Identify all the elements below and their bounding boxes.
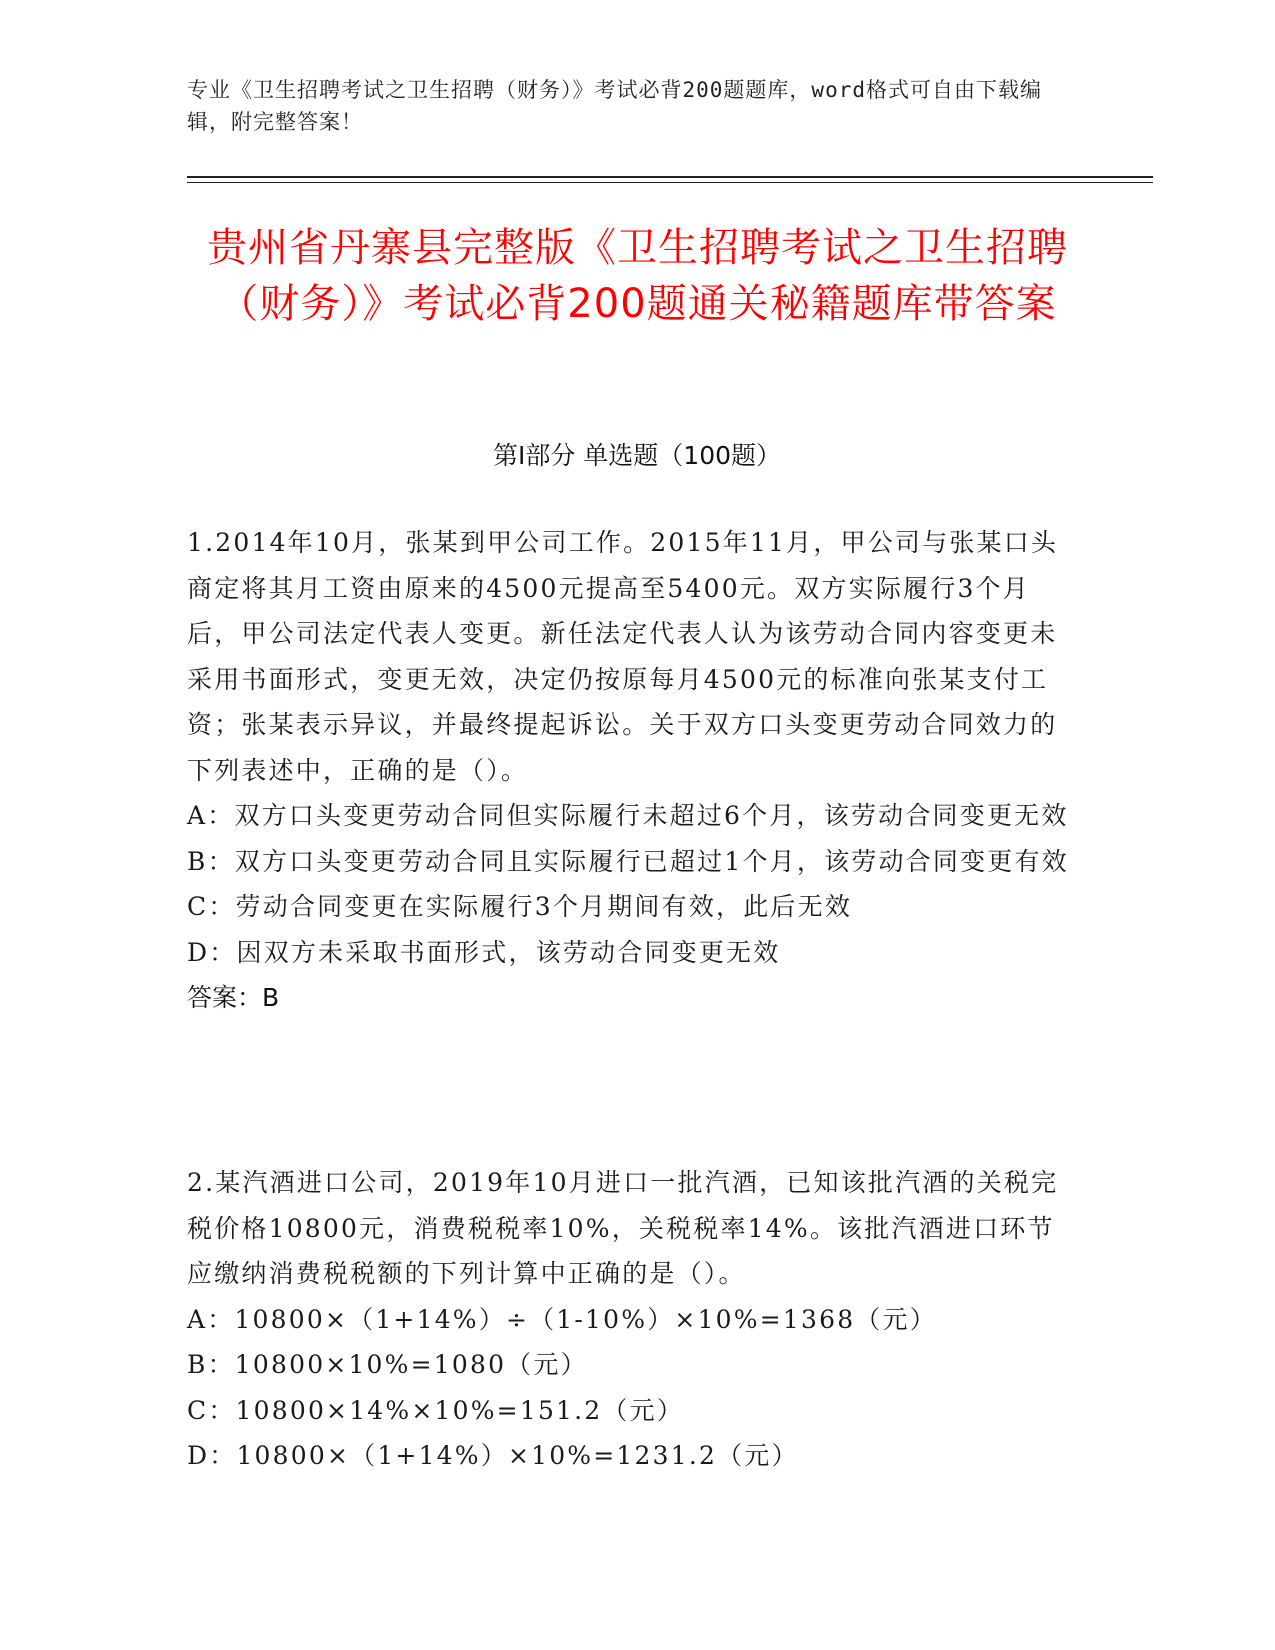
answer: 答案：B <box>187 983 280 1012</box>
question-stem: 1.2014年10月，张某到甲公司工作。2015年11月，甲公司与张某口头商定将其月工资由原来的4500元提高至5400元。双方实际履行3个月后，甲公司法定代表人变更。新任法定代表人认为该劳动合同内容变更未采用书面形式，变更无效，决定仍按原每月4500元的标准向张某支付工资；张某表示异议，并最终提起诉讼。关于双方口头变更劳动合同效力的下列表述中，正确的是（）。 <box>187 528 1059 785</box>
option-d: D：因双方未采取书面形式，该劳动合同变更无效 <box>187 937 781 967</box>
option-c: C：劳动合同变更在实际履行3个月期间有效，此后无效 <box>187 892 853 921</box>
question-2 <box>187 1160 1077 1479</box>
document-title: 贵州省丹寨县完整版《卫生招聘考试之卫生招聘（财务）》考试必背200题通关秘籍题库带答案 <box>207 225 1068 327</box>
option-b: B：10800×10%=1080（元） <box>187 1350 588 1379</box>
option-a: A：10800×（1+14%）÷（1-10%）×10%=1368（元） <box>187 1304 937 1334</box>
header-rule-thin <box>187 182 1153 183</box>
option-c: C：10800×14%×10%=151.2（元） <box>187 1395 685 1425</box>
header-note: 专业《卫生招聘考试之卫生招聘（财务）》考试必背200题题库，word格式可自由下载编辑，附完整答案！ <box>187 78 1042 134</box>
question-stem: 2.某汽酒进口公司，2019年10月进口一批汽酒，已知该批汽酒的关税完税价格10800元，消费税税率10%，关税税率14%。该批汽酒进口环节应缴纳消费税税额的下列计算中正确的是（）。 <box>187 1168 1059 1288</box>
option-b: B：双方口头变更劳动合同且实际履行已超过1个月，该劳动合同变更有效 <box>187 846 1069 876</box>
question-1 <box>187 520 1077 1021</box>
section-title: 第Ⅰ部分 单选题（100题） <box>492 441 782 470</box>
header-rule-thick <box>187 176 1153 178</box>
option-a: A：双方口头变更劳动合同但实际履行未超过6个月，该劳动合同变更无效 <box>187 801 1069 830</box>
option-d: D：10800×（1+14%）×10%=1231.2（元） <box>187 1441 799 1470</box>
